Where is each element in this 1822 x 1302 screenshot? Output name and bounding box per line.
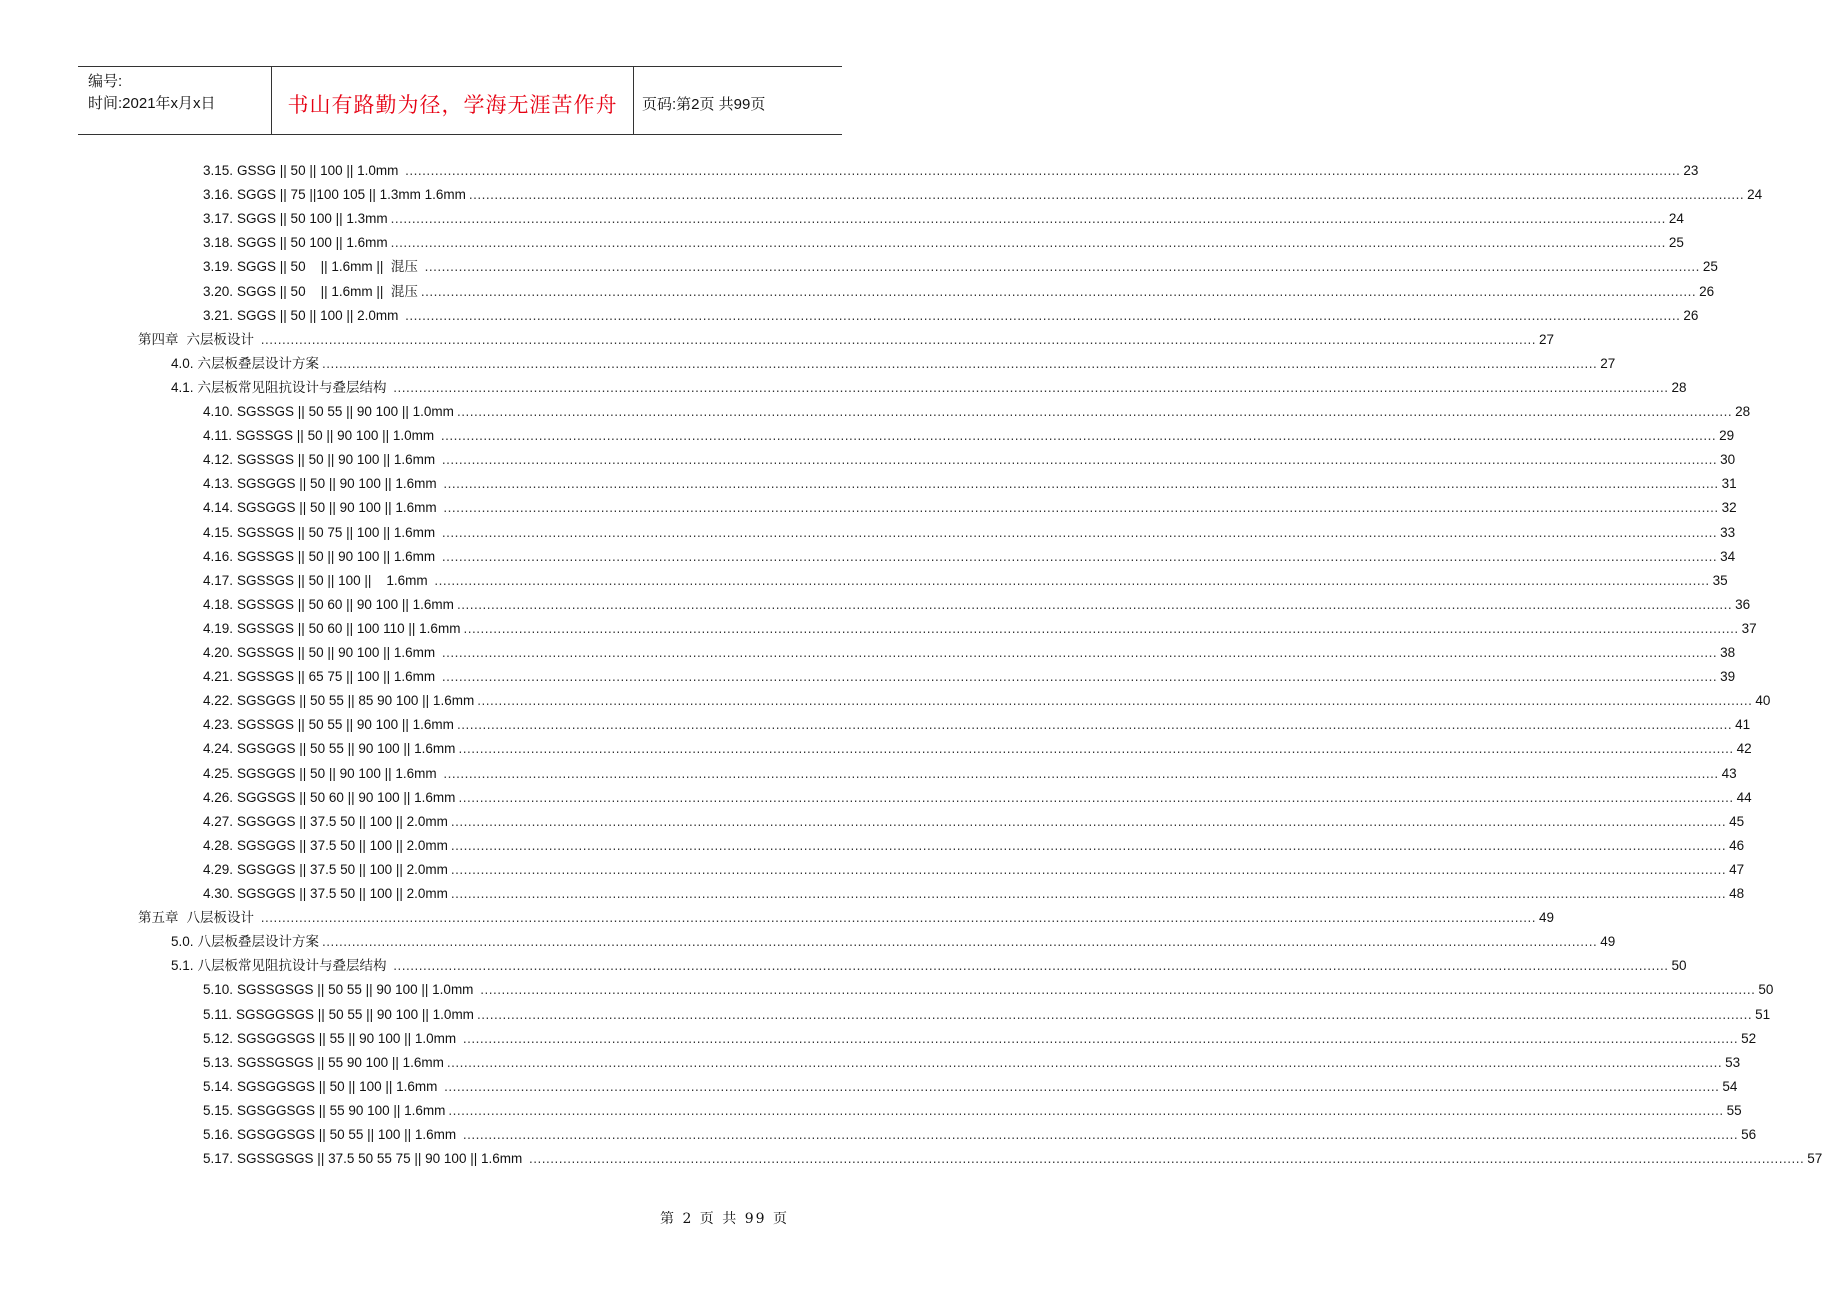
toc-entry-number: 4.27. <box>203 813 234 829</box>
toc-entry-page: 36 <box>1735 596 1751 612</box>
toc-dot-leader: ............................................................................................................................................................................................................................................................................................................ <box>390 235 1666 251</box>
toc-entry-page: 52 <box>1741 1030 1757 1046</box>
toc-entry[interactable] <box>203 278 1715 302</box>
toc-dot-leader: ............................................................................................................................................................................................................................................................................................................ <box>322 355 1598 371</box>
toc-entry-title: SGSGGSGS || 50 55 || 90 100 || 1.0mm <box>236 1006 474 1022</box>
toc-entry-number: 5.10. <box>203 982 234 998</box>
toc-entry[interactable] <box>138 326 1554 350</box>
toc-entry-number: 4.1. <box>171 379 194 395</box>
toc-entry-number: 5.17. <box>203 1151 234 1167</box>
toc-entry-title: SGSSGS || 50 60 || 100 110 || 1.6mm <box>237 620 461 636</box>
toc-entry-page: 24 <box>1668 211 1684 227</box>
toc-entry-number: 4.10. <box>203 404 234 419</box>
toc-dot-leader: ............................................................................................................................................................................................................................................................................................................ <box>420 283 1697 299</box>
toc-dot-leader: ............................................................................................................................................................................................................................................................................................................ <box>462 1030 1739 1046</box>
toc-entry-page: 34 <box>1720 548 1736 564</box>
toc-entry-number: 4.26. <box>203 789 234 805</box>
toc-entry-page: 46 <box>1729 837 1745 853</box>
toc-entry-page: 27 <box>1600 355 1616 371</box>
toc-entry-number: 4.30. <box>203 886 234 901</box>
toc-entry-title: SGSSGS || 50 || 90 100 || 1.6mm <box>237 452 439 468</box>
toc-dot-leader: ............................................................................................................................................................................................................................................................................................................ <box>393 379 1669 395</box>
toc-entry-page: 28 <box>1671 379 1687 395</box>
toc-entry-title: SGSSGS || 50 55 || 90 100 || 1.6mm <box>237 717 454 733</box>
toc-entry-number: 4.20. <box>203 645 234 660</box>
toc-entry[interactable] <box>203 760 1737 784</box>
toc-entry-page: 39 <box>1720 669 1736 685</box>
toc-dot-leader: ............................................................................................................................................................................................................................................................................................................ <box>444 1078 1720 1094</box>
header-info-cell <box>78 67 272 134</box>
toc-entry-page: 56 <box>1741 1127 1757 1142</box>
toc-entry[interactable] <box>203 205 1684 229</box>
toc-entry[interactable] <box>203 398 1751 422</box>
toc-dot-leader: ............................................................................................................................................................................................................................................................................................................ <box>390 211 1666 227</box>
toc-entry-number: 3.18. <box>203 235 234 251</box>
toc-entry[interactable] <box>203 422 1735 446</box>
toc-entry-number: 4.22. <box>203 693 234 709</box>
toc-entry-title: SGSSGS || 50 || 90 100 || 1.6mm <box>237 645 439 660</box>
toc-entry-page: 41 <box>1735 717 1751 733</box>
toc-entry-number: 4.0. <box>171 355 194 371</box>
toc-entry[interactable] <box>203 229 1684 253</box>
toc-entry[interactable] <box>203 856 1745 880</box>
toc-entry[interactable] <box>203 711 1751 735</box>
toc-entry-title: SGSGGS || 37.5 50 || 100 || 2.0mm <box>237 886 448 901</box>
toc-entry[interactable] <box>203 519 1736 543</box>
toc-entry[interactable] <box>203 1025 1757 1049</box>
toc-entry-title: SGGS || 50 || 100 || 2.0mm <box>237 307 403 323</box>
toc-entry-page: 50 <box>1671 958 1687 974</box>
toc-entry-title: SGSGGS || 37.5 50 || 100 || 2.0mm <box>237 813 448 829</box>
toc-dot-leader: ............................................................................................................................................................................................................................................................................................................ <box>450 813 1727 829</box>
toc-entry-number: 3.19. <box>203 259 234 275</box>
toc-entry-title: 六层板设计 <box>186 331 258 347</box>
toc-entry-title: SGSSGS || 50 55 || 90 100 || 1.0mm <box>237 404 454 419</box>
toc-entry-page: 44 <box>1736 789 1752 805</box>
toc-dot-leader: ............................................................................................................................................................................................................................................................................................................ <box>456 717 1733 733</box>
toc-entry[interactable] <box>171 374 1687 398</box>
toc-entry[interactable] <box>203 735 1752 759</box>
toc-entry-number: 5.14. <box>203 1078 234 1094</box>
toc-dot-leader: ............................................................................................................................................................................................................................................................................................................ <box>443 765 1719 781</box>
toc-dot-leader: ............................................................................................................................................................................................................................................................................................................ <box>463 620 1739 636</box>
toc-entry-title: SGSGGSGS || 50 55 || 100 || 1.6mm <box>237 1127 460 1142</box>
toc-entry-number: 5.1. <box>171 958 194 974</box>
toc-entry-number: 4.18. <box>203 596 234 612</box>
toc-entry-number: 4.24. <box>203 741 234 757</box>
toc-entry-number: 4.12. <box>203 452 234 468</box>
toc-entry-title: SGSSGS || 50 || 90 100 || 1.0mm <box>236 428 438 444</box>
toc-dot-leader: ............................................................................................................................................................................................................................................................................................................ <box>441 548 1718 564</box>
toc-entry[interactable] <box>138 904 1554 928</box>
toc-dot-leader: ............................................................................................................................................................................................................................................................................................................ <box>443 500 1719 516</box>
toc-dot-leader: ............................................................................................................................................................................................................................................................................................................ <box>434 572 1710 588</box>
toc-entry-page: 40 <box>1755 693 1771 709</box>
toc-entry-number: 5.0. <box>171 934 194 950</box>
toc-dot-leader: ............................................................................................................................................................................................................................................................................................................ <box>456 596 1733 612</box>
toc-entry-page: 32 <box>1721 500 1737 516</box>
toc-entry-page: 25 <box>1668 235 1684 251</box>
toc-entry-page: 43 <box>1721 765 1737 781</box>
toc-entry-page: 29 <box>1719 428 1735 444</box>
toc-entry[interactable] <box>203 880 1745 904</box>
toc-entry-number: 4.25. <box>203 765 234 781</box>
toc-entry-title: SGSGGS || 50 || 90 100 || 1.6mm <box>237 765 441 781</box>
toc-entry-title: SGGS || 50 100 || 1.3mm <box>237 211 388 227</box>
serial-label: 编号: <box>88 73 123 90</box>
toc-entry[interactable] <box>203 615 1757 639</box>
toc-entry-number: 5.15. <box>203 1102 234 1118</box>
toc-dot-leader: ............................................................................................................................................................................................................................................................................................................ <box>322 934 1598 950</box>
toc-entry-page: 28 <box>1735 404 1751 419</box>
toc-entry-title: SGSGGS || 50 55 || 85 90 100 || 1.6mm <box>237 693 475 709</box>
toc-entry-title: SGSSGS || 65 75 || 100 || 1.6mm <box>237 669 439 685</box>
toc-entry-title: SGSGGS || 50 || 90 100 || 1.6mm <box>237 500 441 516</box>
toc-dot-leader: ............................................................................................................................................................................................................................................................................................................ <box>441 452 1718 468</box>
toc-entry-number: 4.15. <box>203 524 234 540</box>
toc-entry[interactable] <box>203 687 1771 711</box>
toc-entry-title: SGSGGS || 37.5 50 || 100 || 2.0mm <box>237 861 448 877</box>
page-header <box>78 66 842 135</box>
toc-entry[interactable] <box>203 446 1736 470</box>
toc-entry[interactable] <box>171 928 1616 952</box>
toc-entry-page: 42 <box>1736 741 1752 757</box>
toc-entry[interactable] <box>203 1145 1822 1169</box>
toc-entry-number: 5.11. <box>203 1006 233 1022</box>
toc-entry[interactable] <box>203 494 1737 518</box>
toc-entry[interactable] <box>203 253 1718 277</box>
toc-entry-page: 24 <box>1747 187 1763 203</box>
toc-entry-number: 4.23. <box>203 717 234 733</box>
toc-entry[interactable] <box>203 157 1699 181</box>
toc-entry-page: 47 <box>1729 861 1745 877</box>
toc-entry-number: 5.12. <box>203 1030 234 1046</box>
toc-entry-title: SGSGGS || 50 55 || 90 100 || 1.6mm <box>237 741 456 757</box>
toc-entry-title: SGSGGSGS || 50 || 100 || 1.6mm <box>237 1078 442 1094</box>
toc-entry-title: 六层板常见阻抗设计与叠层结构 <box>197 379 391 395</box>
toc-entry-title: 六层板叠层设计方案 <box>197 355 320 371</box>
toc-entry-page: 37 <box>1741 620 1757 636</box>
toc-entry-page: 49 <box>1600 934 1616 950</box>
toc-entry-title: SGSSGSGS || 37.5 50 55 75 || 90 100 || 1.6mm <box>237 1151 526 1167</box>
toc-entry-page: 45 <box>1729 813 1745 829</box>
toc-entry[interactable] <box>203 832 1745 856</box>
toc-entry-page: 50 <box>1758 982 1774 998</box>
toc-entry-number: 4.29. <box>203 861 234 877</box>
toc-entry[interactable] <box>171 952 1687 976</box>
toc-dot-leader: ............................................................................................................................................................................................................................................................................................................ <box>441 669 1718 685</box>
toc-dot-leader: ............................................................................................................................................................................................................................................................................................................ <box>405 307 1681 323</box>
toc-entry-page: 33 <box>1720 524 1736 540</box>
toc-entry[interactable] <box>203 567 1728 591</box>
toc-entry-page: 31 <box>1721 476 1737 492</box>
toc-entry-page: 26 <box>1699 283 1715 299</box>
toc-entry-page: 30 <box>1720 452 1736 468</box>
toc-entry[interactable] <box>203 470 1737 494</box>
toc-entry-page: 25 <box>1702 259 1718 275</box>
toc-dot-leader: ............................................................................................................................................................................................................................................................................................................ <box>476 1006 1753 1022</box>
toc-entry-number: 4.14. <box>203 500 234 516</box>
toc-entry-title: SGGS || 50 || 1.6mm || 混压 <box>237 283 418 299</box>
toc-entry-page: 57 <box>1807 1151 1822 1167</box>
toc-dot-leader: ............................................................................................................................................................................................................................................................................................................ <box>480 982 1756 998</box>
toc-entry[interactable] <box>203 808 1745 832</box>
toc-dot-leader: ............................................................................................................................................................................................................................................................................................................ <box>440 428 1717 444</box>
toc-entry-title: SGSSGS || 50 || 90 100 || 1.6mm <box>237 548 439 564</box>
toc-entry-number: 3.16. <box>203 187 234 203</box>
toc-entry[interactable] <box>171 350 1616 374</box>
toc-entry[interactable] <box>203 663 1736 687</box>
toc-entry-title: SGGSGS || 50 60 || 90 100 || 1.6mm <box>237 789 456 805</box>
toc-entry-page: 26 <box>1683 307 1699 323</box>
toc-entry-title: 八层板设计 <box>186 910 258 926</box>
toc-entry[interactable] <box>203 1001 1771 1025</box>
toc-entry-number: 4.28. <box>203 837 234 853</box>
toc-entry-page: 54 <box>1722 1078 1738 1094</box>
toc-entry-page: 23 <box>1683 163 1699 178</box>
toc-entry[interactable] <box>203 181 1763 205</box>
toc-entry-number: 4.16. <box>203 548 234 564</box>
toc-entry-title: SGSSGSGS || 55 90 100 || 1.6mm <box>237 1054 444 1070</box>
toc-dot-leader: ............................................................................................................................................................................................................................................................................................................ <box>424 259 1700 275</box>
toc-entry-title: SGSSGS || 50 75 || 100 || 1.6mm <box>237 524 439 540</box>
toc-dot-leader: ............................................................................................................................................................................................................................................................................................................ <box>468 187 1745 203</box>
toc-entry-number: 5.13. <box>203 1054 234 1070</box>
toc-entry-title: SGGS || 75 ||100 105 || 1.3mm 1.6mm <box>237 187 466 203</box>
toc-entry-page: 48 <box>1729 886 1745 901</box>
toc-entry-number: 3.20. <box>203 283 234 299</box>
toc-entry-page: 27 <box>1538 331 1554 347</box>
toc-entry[interactable] <box>203 784 1752 808</box>
toc-entry[interactable] <box>203 639 1736 663</box>
toc-entry[interactable] <box>203 591 1751 615</box>
toc-entry-title: SGGS || 50 || 1.6mm || 混压 <box>237 259 422 275</box>
toc-dot-leader: ............................................................................................................................................................................................................................................................................................................ <box>405 163 1681 178</box>
toc-entry-number: 3.17. <box>203 211 234 227</box>
toc-dot-leader: ............................................................................................................................................................................................................................................................................................................ <box>446 1054 1723 1070</box>
toc-entry-title: SGGS || 50 100 || 1.6mm <box>237 235 388 251</box>
toc-entry-title: SGSGGS || 37.5 50 || 100 || 2.0mm <box>237 837 448 853</box>
toc-dot-leader: ............................................................................................................................................................................................................................................................................................................ <box>458 789 1734 805</box>
toc-entry-number: 4.19. <box>203 620 234 636</box>
toc-entry-page: 55 <box>1726 1102 1742 1118</box>
toc-entry-number: 5.16. <box>203 1127 234 1142</box>
toc-entry[interactable] <box>203 1073 1738 1097</box>
toc-entry-number: 3.21. <box>203 307 234 323</box>
time-label: 时间:2021年x月x日 <box>88 95 216 112</box>
toc-entry-title: 八层板常见阻抗设计与叠层结构 <box>197 958 391 974</box>
toc-entry[interactable] <box>203 976 1774 1000</box>
toc-entry[interactable] <box>203 302 1699 326</box>
toc-dot-leader: ............................................................................................................................................................................................................................................................................................................ <box>477 693 1753 709</box>
header-page-label: 页码:第2页 共99页 <box>642 96 766 113</box>
toc-entry-number: 4.13. <box>203 476 234 492</box>
toc-entry-page: 38 <box>1720 645 1736 660</box>
toc-entry-title: SGSSGS || 50 || 100 || 1.6mm <box>237 572 432 588</box>
toc-entry-number: 第四章 <box>138 331 179 347</box>
toc-dot-leader: ............................................................................................................................................................................................................................................................................................................ <box>448 1102 1724 1118</box>
toc-dot-leader: ............................................................................................................................................................................................................................................................................................................ <box>260 910 1536 926</box>
toc-entry-page: 51 <box>1755 1006 1771 1022</box>
toc-dot-leader: ............................................................................................................................................................................................................................................................................................................ <box>450 861 1727 877</box>
toc-entry-page: 53 <box>1725 1054 1741 1070</box>
toc-entry[interactable] <box>203 543 1736 567</box>
toc-entry-number: 3.15. <box>203 163 234 178</box>
toc-entry-title: SGSGGSGS || 55 || 90 100 || 1.0mm <box>237 1030 460 1046</box>
toc-entry-number: 4.17. <box>203 572 234 588</box>
toc-dot-leader: ............................................................................................................................................................................................................................................................................................................ <box>456 404 1733 419</box>
toc-dot-leader: ............................................................................................................................................................................................................................................................................................................ <box>260 331 1536 347</box>
toc-entry-title: SGSGGSGS || 55 90 100 || 1.6mm <box>237 1102 446 1118</box>
toc-dot-leader: ............................................................................................................................................................................................................................................................................................................ <box>450 837 1727 853</box>
toc-entry-page: 35 <box>1712 572 1728 588</box>
toc-dot-leader: ............................................................................................................................................................................................................................................................................................................ <box>393 958 1669 974</box>
toc-entry[interactable] <box>203 1121 1757 1145</box>
toc-entry[interactable] <box>203 1097 1742 1121</box>
toc-dot-leader: ............................................................................................................................................................................................................................................................................................................ <box>528 1151 1805 1167</box>
toc-dot-leader: ............................................................................................................................................................................................................................................................................................................ <box>443 476 1719 492</box>
toc-dot-leader: ............................................................................................................................................................................................................................................................................................................ <box>458 741 1734 757</box>
header-motto: 书山有路勤为径，学海无涯苦作舟 <box>272 67 634 134</box>
toc-dot-leader: ............................................................................................................................................................................................................................................................................................................ <box>462 1127 1739 1142</box>
toc-entry-number: 4.21. <box>203 669 234 685</box>
toc-entry-number: 4.11. <box>203 428 233 444</box>
toc-entry-title: SGSSGSGS || 50 55 || 90 100 || 1.0mm <box>237 982 478 998</box>
toc-dot-leader: ............................................................................................................................................................................................................................................................................................................ <box>441 524 1718 540</box>
toc-dot-leader: ............................................................................................................................................................................................................................................................................................................ <box>450 886 1727 901</box>
toc-dot-leader: ............................................................................................................................................................................................................................................................................................................ <box>441 645 1718 660</box>
toc-entry[interactable] <box>203 1049 1741 1073</box>
page-footer: 第 2 页 共 99 页 <box>660 1211 789 1227</box>
toc-entry-title: 八层板叠层设计方案 <box>197 934 320 950</box>
toc-entry-number: 第五章 <box>138 910 179 926</box>
toc-entry-title: SGSGGS || 50 || 90 100 || 1.6mm <box>237 476 441 492</box>
toc-entry-page: 49 <box>1538 910 1554 926</box>
toc-entry-title: GSSG || 50 || 100 || 1.0mm <box>237 163 403 178</box>
toc-entry-title: SGSSGS || 50 60 || 90 100 || 1.6mm <box>237 596 454 612</box>
